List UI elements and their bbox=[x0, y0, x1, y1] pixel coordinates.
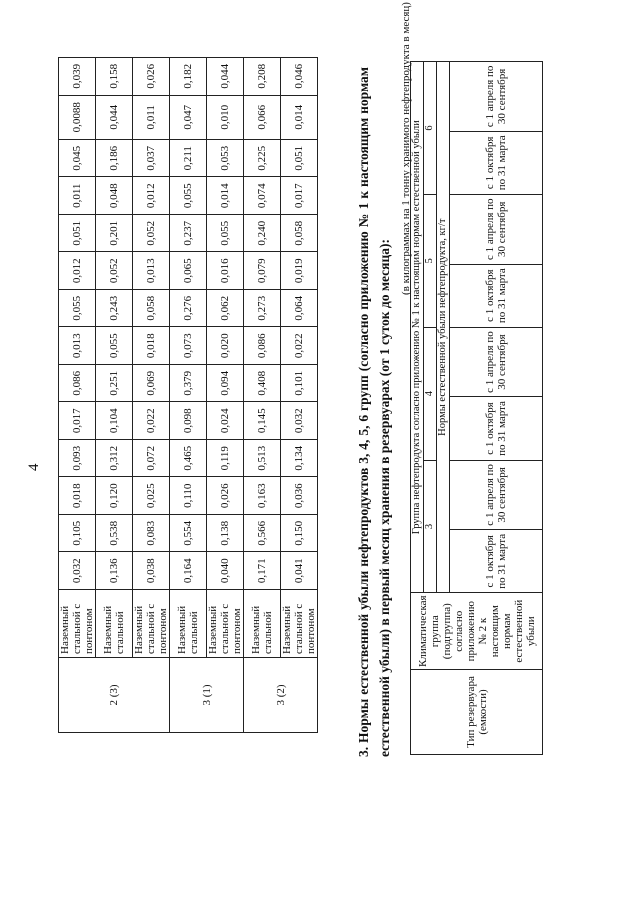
units-note: (в килограммах на 1 тонну хранимого нефтепродукта в месяц) bbox=[400, 2, 412, 295]
value-cell: 0,513 bbox=[244, 440, 281, 478]
value-cell: 0,465 bbox=[170, 440, 207, 478]
value-cell: 0,026 bbox=[133, 58, 170, 96]
tank-type-cell: Наземный стальной bbox=[170, 590, 207, 658]
value-cell: 0,020 bbox=[207, 327, 244, 365]
value-cell: 0,065 bbox=[170, 252, 207, 290]
value-cell: 0,208 bbox=[244, 58, 281, 96]
value-cell: 0,566 bbox=[244, 515, 281, 553]
value-cell: 0,017 bbox=[59, 402, 96, 440]
tank-type-cell: Наземный стальной с понтоном bbox=[59, 590, 96, 658]
table-row bbox=[244, 58, 281, 733]
value-cell: 0,052 bbox=[96, 252, 133, 290]
period-cell: с 1 октября по 31 марта bbox=[450, 264, 543, 327]
value-cell: 0,201 bbox=[96, 215, 133, 253]
group-cell: 2 (3) bbox=[59, 658, 170, 733]
period-cell: с 1 апреля по 30 сентября bbox=[450, 62, 543, 132]
tank-type-cell: Наземный стальной с понтоном bbox=[133, 590, 170, 658]
value-cell: 0,105 bbox=[59, 515, 96, 553]
value-cell: 0,379 bbox=[170, 365, 207, 403]
header-climate-group: Климатическая группа (подгруппа) согласно приложению № 2 к настоящим нормам естественной убыли bbox=[411, 593, 543, 670]
value-cell: 0,032 bbox=[281, 402, 318, 440]
value-cell: 0,243 bbox=[96, 290, 133, 328]
value-cell: 0,037 bbox=[133, 140, 170, 178]
value-cell: 0,182 bbox=[170, 58, 207, 96]
value-cell: 0,062 bbox=[207, 290, 244, 328]
table-row bbox=[281, 58, 318, 733]
value-cell: 0,251 bbox=[96, 365, 133, 403]
table-row bbox=[207, 58, 244, 733]
tank-type-cell: Наземный стальной bbox=[244, 590, 281, 658]
table-row bbox=[59, 58, 96, 733]
value-cell: 0,163 bbox=[244, 477, 281, 515]
value-cell: 0,273 bbox=[244, 290, 281, 328]
value-cell: 0,038 bbox=[133, 552, 170, 590]
value-cell: 0,011 bbox=[59, 177, 96, 215]
value-cell: 0,138 bbox=[207, 515, 244, 553]
value-cell: 0,040 bbox=[207, 552, 244, 590]
tank-type-cell: Наземный стальной bbox=[96, 590, 133, 658]
value-cell: 0,016 bbox=[207, 252, 244, 290]
value-cell: 0,044 bbox=[96, 95, 133, 139]
value-cell: 0,012 bbox=[59, 252, 96, 290]
value-cell: 0,053 bbox=[207, 140, 244, 178]
page-number: 4 bbox=[26, 463, 42, 471]
table-row bbox=[96, 58, 133, 733]
tank-type-cell: Наземный стальной с понтоном bbox=[207, 590, 244, 658]
value-cell: 0,044 bbox=[207, 58, 244, 96]
value-cell: 0,010 bbox=[207, 95, 244, 139]
value-cell: 0,079 bbox=[244, 252, 281, 290]
period-cell: с 1 апреля по 30 сентября bbox=[450, 327, 543, 397]
value-cell: 0,110 bbox=[170, 477, 207, 515]
value-cell: 0,014 bbox=[281, 95, 318, 139]
value-cell: 0,069 bbox=[133, 365, 170, 403]
section-paragraph: 3. Нормы естественной убыли нефтепродуктов 3, 4, 5, 6 групп (согласно приложению № 1 к настоящим нормам естественной убыли) в первый месяц хранения в резервуарах (от 1 суток до месяца): bbox=[356, 67, 392, 757]
value-cell: 0,066 bbox=[244, 95, 281, 139]
table-row bbox=[170, 58, 207, 733]
value-cell: 0,055 bbox=[170, 177, 207, 215]
header-tank-type: Тип резервуара (емкости) bbox=[411, 670, 543, 755]
value-cell: 0,240 bbox=[244, 215, 281, 253]
value-cell: 0,083 bbox=[133, 515, 170, 553]
value-cell: 0,024 bbox=[207, 402, 244, 440]
value-cell: 0,101 bbox=[281, 365, 318, 403]
value-cell: 0,072 bbox=[133, 440, 170, 478]
value-cell: 0,211 bbox=[170, 140, 207, 178]
value-cell: 0,074 bbox=[244, 177, 281, 215]
value-cell: 0,018 bbox=[59, 477, 96, 515]
value-cell: 0,051 bbox=[59, 215, 96, 253]
group-number: 5 bbox=[424, 194, 437, 327]
value-cell: 0,055 bbox=[96, 327, 133, 365]
value-cell: 0,158 bbox=[96, 58, 133, 96]
value-cell: 0,164 bbox=[170, 552, 207, 590]
value-cell: 0,025 bbox=[133, 477, 170, 515]
period-cell: с 1 октября по 31 марта bbox=[450, 131, 543, 194]
value-cell: 0,017 bbox=[281, 177, 318, 215]
value-cell: 0,171 bbox=[244, 552, 281, 590]
value-cell: 0,011 bbox=[133, 95, 170, 139]
value-cell: 0,186 bbox=[96, 140, 133, 178]
tank-type-cell: Наземный стальной с понтоном bbox=[281, 590, 318, 658]
value-cell: 0,014 bbox=[207, 177, 244, 215]
norms-table-header bbox=[410, 61, 543, 755]
value-cell: 0,145 bbox=[244, 402, 281, 440]
period-cell: с 1 октября по 31 марта bbox=[450, 530, 543, 593]
value-cell: 0,032 bbox=[59, 552, 96, 590]
value-cell: 0,150 bbox=[281, 515, 318, 553]
value-cell: 0,036 bbox=[281, 477, 318, 515]
value-cell: 0,136 bbox=[96, 552, 133, 590]
value-cell: 0,093 bbox=[59, 440, 96, 478]
value-cell: 0,408 bbox=[244, 365, 281, 403]
value-cell: 0,098 bbox=[170, 402, 207, 440]
value-cell: 0,086 bbox=[244, 327, 281, 365]
value-cell: 0,064 bbox=[281, 290, 318, 328]
value-cell: 0,058 bbox=[133, 290, 170, 328]
value-cell: 0,041 bbox=[281, 552, 318, 590]
value-cell: 0,554 bbox=[170, 515, 207, 553]
value-cell: 0,013 bbox=[133, 252, 170, 290]
value-cell: 0,094 bbox=[207, 365, 244, 403]
value-cell: 0,055 bbox=[207, 215, 244, 253]
value-cell: 0,538 bbox=[96, 515, 133, 553]
value-cell: 0,055 bbox=[59, 290, 96, 328]
value-cell: 0,046 bbox=[281, 58, 318, 96]
header-norms: Нормы естественной убыли нефтепродукта, кг/т bbox=[437, 62, 450, 593]
table-row bbox=[133, 58, 170, 733]
period-cell: с 1 апреля по 30 сентября bbox=[450, 460, 543, 530]
value-cell: 0,276 bbox=[170, 290, 207, 328]
value-cell: 0,022 bbox=[133, 402, 170, 440]
value-cell: 0,312 bbox=[96, 440, 133, 478]
value-cell: 0,045 bbox=[59, 140, 96, 178]
period-cell: с 1 октября по 31 марта bbox=[450, 397, 543, 460]
group-number: 4 bbox=[424, 327, 437, 460]
value-cell: 0,225 bbox=[244, 140, 281, 178]
value-cell: 0,039 bbox=[59, 58, 96, 96]
group-cell: 3 (1) bbox=[170, 658, 244, 733]
group-number: 3 bbox=[424, 460, 437, 593]
value-cell: 0,012 bbox=[133, 177, 170, 215]
value-cell: 0,058 bbox=[281, 215, 318, 253]
group-cell: 3 (2) bbox=[244, 658, 318, 733]
value-cell: 0,051 bbox=[281, 140, 318, 178]
value-cell: 0,047 bbox=[170, 95, 207, 139]
norms-table-continued bbox=[58, 57, 318, 733]
value-cell: 0,237 bbox=[170, 215, 207, 253]
value-cell: 0,019 bbox=[281, 252, 318, 290]
value-cell: 0,120 bbox=[96, 477, 133, 515]
group-number: 6 bbox=[424, 62, 437, 195]
value-cell: 0,026 bbox=[207, 477, 244, 515]
period-cell: с 1 апреля по 30 сентября bbox=[450, 194, 543, 264]
value-cell: 0,022 bbox=[281, 327, 318, 365]
value-cell: 0,073 bbox=[170, 327, 207, 365]
value-cell: 0,048 bbox=[96, 177, 133, 215]
value-cell: 0,134 bbox=[281, 440, 318, 478]
value-cell: 0,018 bbox=[133, 327, 170, 365]
value-cell: 0,0088 bbox=[59, 95, 96, 139]
value-cell: 0,104 bbox=[96, 402, 133, 440]
value-cell: 0,086 bbox=[59, 365, 96, 403]
value-cell: 0,013 bbox=[59, 327, 96, 365]
header-product-group: Группа нефтепродукта согласно приложению № 1 к настоящим нормам естественной убыли bbox=[411, 62, 424, 593]
value-cell: 0,119 bbox=[207, 440, 244, 478]
value-cell: 0,052 bbox=[133, 215, 170, 253]
